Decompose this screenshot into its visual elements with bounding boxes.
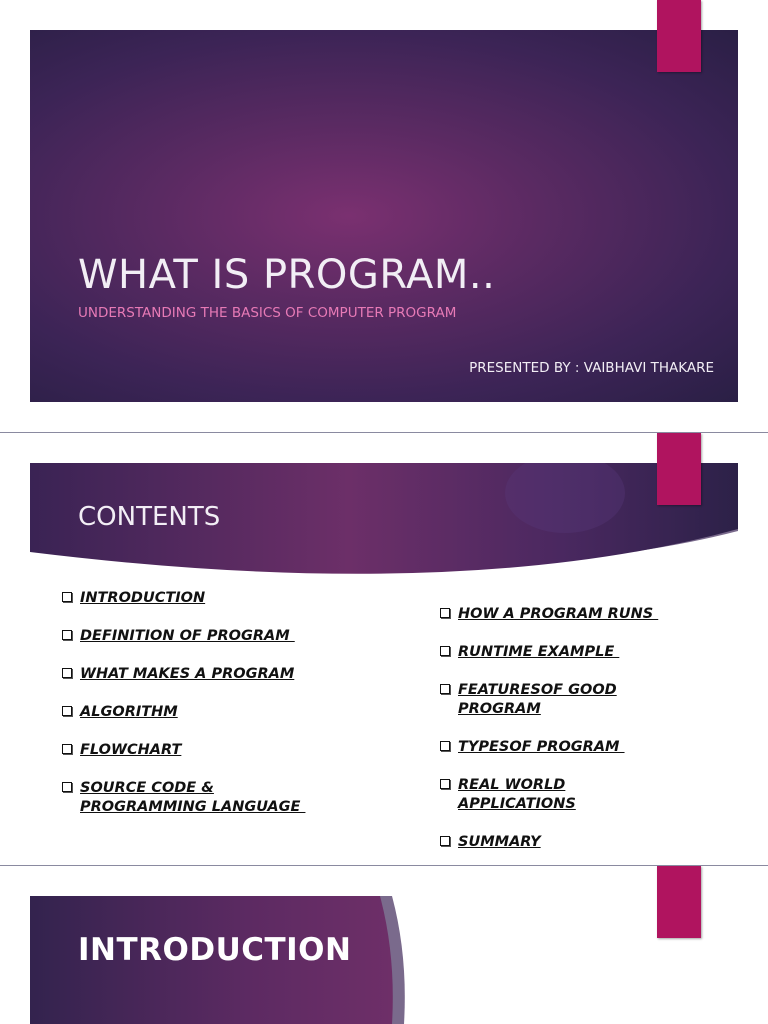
contents-slide [0, 433, 768, 865]
contents-list-left [62, 589, 382, 836]
checkbox-bullet-icon [62, 630, 72, 640]
contents-item: DEFINITION OF PROGRAM [62, 627, 382, 646]
title-panel [30, 30, 738, 402]
contents-heading: CONTENTS [78, 502, 221, 532]
contents-item: INTRODUCTION [62, 589, 382, 608]
presenter-line: PRESENTED BY : VAIBHAVI THAKARE [469, 360, 714, 376]
checkbox-bullet-icon [62, 782, 72, 792]
checkbox-bullet-icon [440, 836, 450, 846]
contents-item: RUNTIME EXAMPLE [440, 643, 690, 662]
introduction-slide [0, 866, 768, 1024]
contents-item: SUMMARY [440, 833, 690, 852]
checkbox-bullet-icon [62, 706, 72, 716]
contents-item: FLOWCHART [62, 741, 382, 760]
contents-list-right [440, 605, 690, 865]
checkbox-bullet-icon [440, 779, 450, 789]
checkbox-bullet-icon [440, 608, 450, 618]
accent-tab [657, 0, 701, 72]
contents-item: REAL WORLD APPLICATIONS [440, 776, 690, 814]
contents-item: ALGORITHM [62, 703, 382, 722]
title-slide [0, 0, 768, 432]
slide-title: WHAT IS PROGRAM.. [78, 252, 496, 298]
contents-item: HOW A PROGRAM RUNS [440, 605, 690, 624]
checkbox-bullet-icon [62, 744, 72, 754]
contents-item: WHAT MAKES A PROGRAM [62, 665, 382, 684]
contents-item: TYPESOF PROGRAM [440, 738, 690, 757]
checkbox-bullet-icon [440, 646, 450, 656]
accent-tab [657, 866, 701, 938]
checkbox-bullet-icon [440, 741, 450, 751]
checkbox-bullet-icon [62, 668, 72, 678]
checkbox-bullet-icon [440, 684, 450, 694]
accent-tab [657, 433, 701, 505]
slide-subtitle: UNDERSTANDING THE BASICS OF COMPUTER PROGRAM [78, 305, 457, 321]
intro-heading: INTRODUCTION [78, 932, 352, 968]
checkbox-bullet-icon [62, 592, 72, 602]
contents-item: FEATURESOF GOOD PROGRAM [440, 681, 690, 719]
contents-item: SOURCE CODE & PROGRAMMING LANGUAGE [62, 779, 382, 817]
